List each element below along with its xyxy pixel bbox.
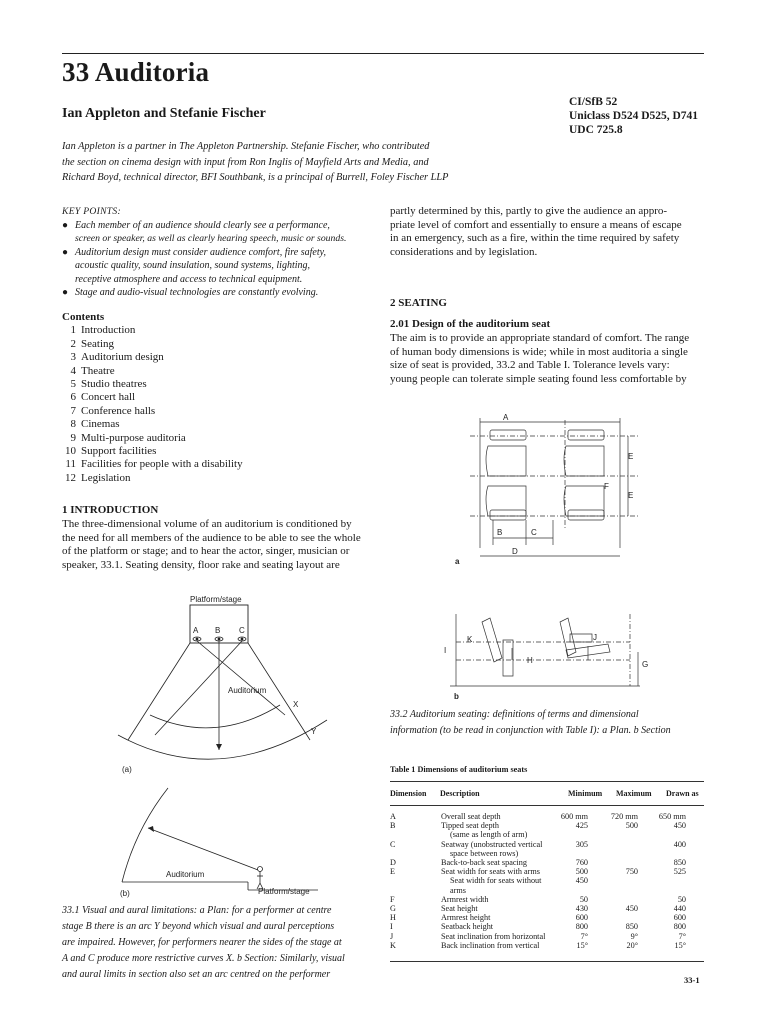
intro-line: The three-dimensional volume of an auditorium is conditioned by [62,518,352,530]
key-point-line: receptive atmosphere and access to technical equipment. [75,273,303,285]
table-cell-desc: Tipped seat depth [441,821,499,831]
part-a-label: (a) [122,765,132,774]
subsection-heading-seat-design: 2.01 Design of the auditorium seat [390,318,551,330]
table-cell-dim: C [390,839,396,849]
table-title: Table 1 Dimensions of auditorium seats [390,765,528,774]
table-cell-desc: arms [450,885,466,895]
caption-line: A and C produce more restrictive curves X. b Section: Similarly, visual [62,953,345,964]
table-cell-dim: E [390,867,396,877]
table-cell-dim: A [390,812,396,821]
table-cell-min: 760 [575,858,588,867]
table-cell-min: 500 [575,867,588,877]
paragraph-line: priate level of comfort and essentially to ensure a means of escape [390,218,682,231]
chapter-title: 33 Auditoria [62,57,210,87]
table-cell-desc: (same as length of arm) [450,830,528,840]
dim-g-label: G [642,660,649,669]
paragraph-line: considerations and by legislation. [390,245,538,258]
table-rule-bottom [390,961,704,962]
caption-line: 33.1 Visual and aural limitations: a Plan: for a performer at centre [62,905,332,916]
classification-line: UDC 725.8 [569,124,623,136]
dim-d-label: D [512,547,518,556]
table-cell-max: 720 mm [610,812,638,821]
table-cell-min: 430 [575,904,588,913]
arc-x-label: X [293,700,299,709]
paragraph-line: partly determined by this, partly to give the audience an appro- [390,205,668,217]
table-header-description: Description [440,789,480,798]
bullet-icon: ● [62,246,69,258]
contents-title: Contents [62,311,105,323]
table-cell-desc: Seat height [441,904,478,913]
table-cell-min: 800 [575,922,588,932]
dim-e-label: E [628,452,634,461]
table-cell-drawn: 800 [673,922,686,932]
table-cell-dim: B [390,821,396,831]
key-point-line: screen or speaker, as well as clearly hearing speech, music or sounds. [75,233,347,244]
table-cell-dim: G [390,904,396,913]
figure-33-2-caption [390,707,671,739]
dim-c-label: C [531,528,537,537]
dim-j-label: J [593,633,597,642]
table-cell-desc: Back-to-back seat spacing [441,858,527,867]
contents-item: 9 Multi-purpose auditoria [70,431,186,444]
paragraph-line: young people can tolerate simple seating found less comfortable by [390,372,687,385]
author-note-line: Ian Appleton is a partner in The Appleton Partnership. Stefanie Fischer, who contributed [62,141,430,152]
dim-e-label: E [628,491,634,500]
table-rule-top [390,781,704,782]
classification-line: CI/SfB 52 [569,96,618,108]
classification-line: Uniclass D524 D525, D741 [569,110,699,122]
table-cell-drawn: 15° [674,940,686,950]
section-heading-seating: 2 SEATING [390,297,447,309]
contents-item: 1 Introduction [70,324,136,337]
part-b-label: b [454,692,459,701]
table-cell-min: 50 [579,894,588,904]
key-point-line: Each member of an audience should clearly see a performance, [75,219,330,231]
dim-i-label: I [444,646,447,655]
table-cell-desc: Armrest height [441,913,491,923]
table-cell-max: 450 [625,904,638,913]
contents-item: 3 Auditorium design [70,351,164,364]
performer-label-c: C [239,626,245,635]
platform-section-label: Platform/stage [258,887,310,896]
intro-line: of the platform or stage; and to hear the actor, singer, musician or [62,545,350,557]
key-point-line: Stage and audio-visual technologies are constantly evolving. [75,287,319,298]
table-cell-desc: Seatback height [441,922,494,932]
arc-y-label: Y [311,727,317,736]
contents-item: 8 Cinemas [70,418,120,431]
paragraph-line: The aim is to provide an appropriate standard of comfort. The range [390,332,690,344]
intro-line: the need for all members of the audience to be able to see the whole [62,531,361,544]
paragraph-line: in an emergency, such as a fire, within the time required by safety [390,232,680,244]
table-cell-min: 600 mm [560,812,588,821]
table-cell-max: 500 [625,821,638,831]
table-cell-drawn: 525 [673,867,686,877]
table-cell-desc: Overall seat depth [441,812,501,821]
part-b-label: (b) [120,889,130,898]
table-cell-min: 15° [576,940,588,950]
table-cell-drawn: 400 [673,839,686,849]
seat-section-drawing [450,614,640,686]
table-cell-desc: Seat width for seats with arms [441,867,540,877]
table-header-maximum: Maximum [616,789,652,798]
table-cell-drawn: 850 [673,858,686,867]
paragraph-line: of human body dimensions is wide; while in most auditoria a single [390,345,688,358]
table-cell-drawn: 50 [677,894,686,904]
table-cell-desc: Armrest width [441,894,489,904]
contents-item: 2 Seating [70,337,114,350]
table-cell-dim: D [390,858,396,867]
bullet-icon: ● [62,219,69,231]
table-cell-desc: Back inclination from vertical [441,940,540,950]
table-cell-max: 750 [625,867,638,877]
table-cell-dim: F [390,894,395,904]
table-cell-desc: Seatway (unobstructed vertical [441,839,543,849]
table-cell-dim: I [390,922,393,932]
dim-b-label: B [497,528,503,537]
performer-label-a: A [193,626,199,635]
table-cell-min: 7° [580,931,588,941]
table-cell-drawn: 450 [673,821,686,831]
table-cell-max: 9° [630,931,638,941]
caption-line: and aural limits in section also set an arc centred on the performer [62,969,331,980]
auditorium-label: Auditorium [228,686,267,695]
contents-item: 12 Legislation [65,471,131,484]
key-point-line: Auditorium design must consider audience comfort, fire safety, [75,246,326,258]
contents-item: 10 Support facilities [65,445,157,458]
bullet-icon: ● [62,287,69,298]
platform-label: Platform/stage [190,595,242,604]
caption-line: stage B there is an arc Y beyond which visual and aural perceptions [62,921,335,932]
page-number: 33-1 [684,975,700,985]
part-a-label: a [455,557,460,566]
table-header-drawn-as: Drawn as [666,789,699,798]
dim-k-label: K [467,635,473,644]
table-cell-drawn: 650 mm [658,812,686,821]
eye-icon [193,637,246,641]
section-heading-introduction: 1 INTRODUCTION [62,504,159,516]
author-note-line: Richard Boyd, technical director, BFI Southbank, is a principal of Burrell, Foley Fischer LLP [62,172,449,183]
table-cell-drawn: 440 [673,904,686,913]
contents-item: 5 Studio theatres [70,378,147,391]
table-row [0,941,768,951]
intro-line: speaker, 33.1. Seating density, floor rake and seating layout are [62,558,340,571]
seat-plan-drawing [470,418,640,556]
table-cell-drawn: 600 [673,913,686,923]
performer-label-b: B [215,626,221,635]
table-cell-dim: J [390,931,394,941]
table-cell-max: 850 [625,922,638,932]
table-cell-drawn: 7° [678,931,686,941]
contents-item: 7 Conference halls [70,404,156,417]
key-point-line: acoustic quality, sound insulation, sound systems, lighting, [75,260,310,271]
table-cell-min: 600 [575,913,588,923]
caption-line: information (to be read in conjunction with Table I): a Plan. b Section [390,725,671,736]
dim-f-label: F [604,482,609,491]
contents-item: 6 Concert hall [70,391,136,404]
table-cell-dim: H [390,913,396,923]
table-header-dimension: Dimension [390,789,427,798]
auditorium-section-label: Auditorium [166,870,205,879]
caption-line: are impaired. However, for performers nearer the sides of the stage at [62,937,342,948]
caption-line: 33.2 Auditorium seating: definitions of terms and dimensional [390,709,639,720]
paragraph-line: size of seat is provided, 33.2 and Table I. Tolerance levels vary: [390,359,670,371]
table-cell-desc: space between rows) [450,848,519,858]
table-header-minimum: Minimum [568,789,603,798]
table-cell-dim: K [390,940,396,950]
dim-h-label: H [527,656,533,665]
table-cell-min: 450 [575,876,588,886]
author-note-line: the section on cinema design with input from Ron Inglis of Mayfield Arts and Media, and [62,156,429,168]
table-cell-desc: Seat inclination from horizontal [441,931,546,941]
chapter-authors: Ian Appleton and Stefanie Fischer [62,106,266,121]
table-cell-max: 20° [626,940,638,950]
key-points-heading: KEY POINTS: [62,206,122,217]
table-cell-min: 305 [575,839,588,849]
table-cell-min: 425 [575,821,588,831]
contents-item: 11 Facilities for people with a disability [65,458,243,471]
table-cell-desc: Seat width for seats without [450,876,542,886]
contents-item: 4 Theatre [70,364,115,377]
table-rule-header [390,805,704,806]
dim-a-label: A [503,413,509,422]
